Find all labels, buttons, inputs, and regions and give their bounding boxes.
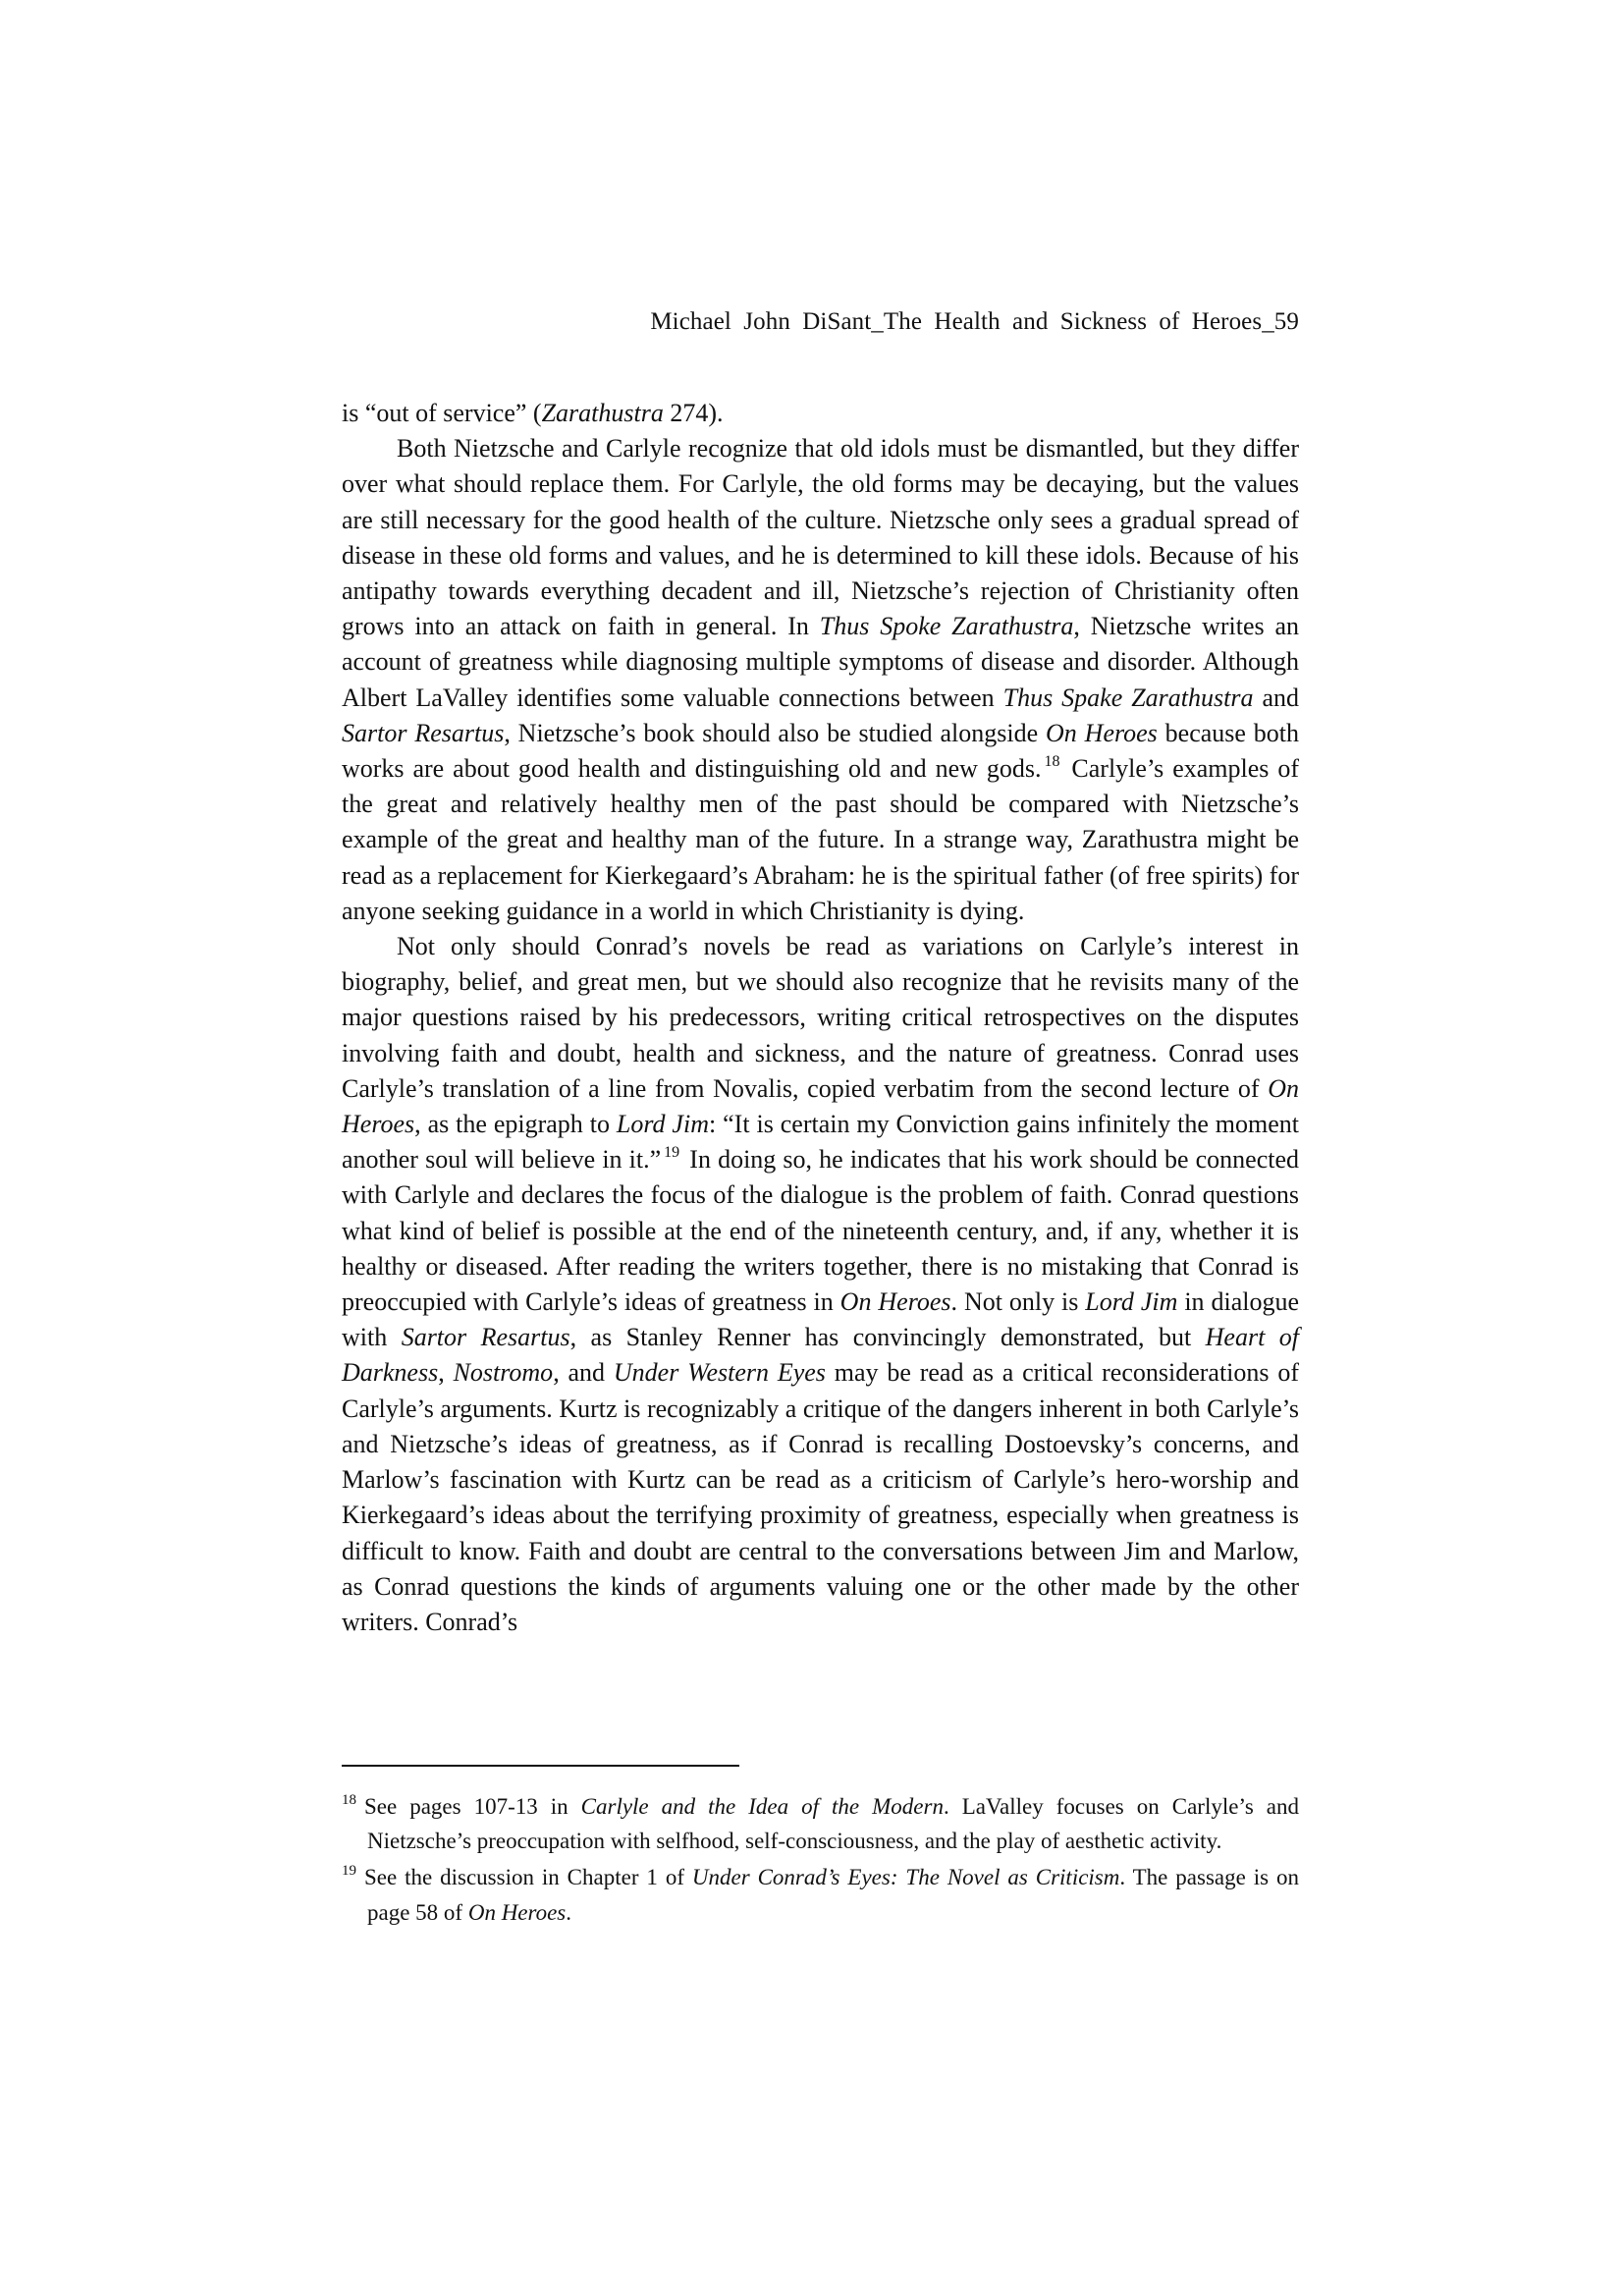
italic-title: Lord Jim [1085,1287,1178,1317]
text-span: 274). [663,399,724,427]
italic-title: On Heroes [1046,718,1158,747]
text-span: Carlyle’s examples of the great and relatively healthy men of the past should be compared with Nietzsche’s example of the great and healthy man of the future. In a strange way, Zarathustra might be read as a replacement for Kierkegaard’s Abraham: he is the spiritual father (of free spirits) for anyone seeking guidance in a world in which Christianity is dying. [342,754,1299,925]
footnote-19 [342,1860,1299,1929]
italic-title: Under Western Eyes [613,1358,826,1388]
italic-title: Thus Spoke Zarathustra [819,612,1074,641]
footnote-ref: 19 [664,1144,680,1162]
text-span: , Nietzsche writes an account of greatness while diagnosing multiple symptoms of disease and disorder. Although Albert LaValley identifies some valuable connections between [342,612,1300,712]
text-span: In doing so, he indicates that his work should be connected with Carlyle and declares the focus of the dialogue is the problem of faith. Conrad questions what kind of belief is possible at the end of the nineteenth century, and, if any, whether it is healthy or diseased. After reading the writers together, there is no mistaking that Conrad is preoccupied with Carlyle’s ideas of greatness in [342,1145,1299,1317]
italic-title: On Heroes [342,1073,1299,1139]
italic-title: On Heroes [467,1899,567,1925]
text-span: , Nietzsche’s book should also be studied alongside [504,718,1047,747]
italic-title: Thus Spake Zarathustra [1002,683,1254,712]
italic-title: Under Conrad’s Eyes: The Novel as Criticism [691,1865,1120,1890]
footnote-18 [342,1789,1299,1858]
paragraph [342,396,1299,431]
text-span: Not only should Conrad’s novels be read as variations on Carlyle’s interest in biography, belief, and great men, but we should also recognize that he revisits many of the major questions raised by his predecessors, writing critical retrospectives on the disputes involving faith and doubt, health and sickness, and the nature of greatness. Conrad uses Carlyle’s translation of a line from Novalis, copied verbatim from the second lecture of [342,932,1299,1103]
text-span: Both Nietzsche and Carlyle recognize that old idols must be dismantled, but they differ over what should replace them. For Carlyle, the old forms may be decaying, but the values are still necessary for the good health of the culture. Nietzsche only sees a gradual spread of disease in these old forms and values, and he is determined to kill these idols. Because of his antipathy towards everything decadent and ill, Nietzsche’s rejection of Christianity often grows into an attack on faith in general. In [342,434,1299,641]
text-span: . LaValley focuses on Carlyle’s and Nietzsche’s preoccupation with selfhood, self-consciousness, and the play of aesthetic activity. [367,1794,1299,1854]
text-span: . Not only is [950,1287,1086,1317]
text-span: and [1253,683,1299,712]
italic-title: On Heroes [839,1287,951,1317]
body-text [342,396,1299,1640]
italic-title: Carlyle and the Idea of the Modern [580,1794,944,1819]
footnote-number: 18 [342,1791,356,1808]
italic-title: Zarathustra [541,399,664,427]
italic-title: Sartor Resartus [401,1323,570,1352]
text-span: in dialogue with [342,1287,1299,1352]
footnote-number: 19 [342,1862,356,1879]
footnote-separator [342,1765,739,1767]
paragraph [342,929,1299,1640]
text-span: : “It is certain my Conviction gains infinitely the moment another soul will believe in it.” [342,1110,1299,1175]
italic-title: Sartor Resartus [342,718,505,747]
italic-title: Heart of Darkness [342,1323,1299,1388]
italic-title: Nostromo [453,1358,554,1388]
text-span: , and [553,1358,614,1388]
text-span: , as Stanley Renner has convincingly demonstrated, but [569,1323,1206,1352]
paragraph [342,431,1299,929]
footnote-ref: 18 [1044,752,1060,770]
text-span: See the discussion in Chapter 1 of [364,1865,692,1890]
text-span: See pages 107-13 in [364,1794,581,1819]
footnotes [342,1789,1299,1932]
text-span: because both works are about good health and distinguishing old and new gods. [342,718,1300,784]
text-span: . [566,1899,572,1925]
text-span: is “out of service” ( [342,399,542,427]
running-header: Michael John DiSant_The Health and Sickness of Heroes_59 [650,308,1299,335]
italic-title: Lord Jim [616,1110,709,1139]
text-span: may be read as a critical reconsiderations of Carlyle’s arguments. Kurtz is recognizably a critique of the dangers inherent in both Carlyle’s and Nietzsche’s ideas of greatness, as if Conrad is recalling Dostoevsky’s concerns, and Marlow’s fascination with Kurtz can be read as a criticism of Carlyle’s hero-worship and Kierkegaard’s ideas about the terrifying proximity of greatness, especially when greatness is difficult to know. Faith and doubt are central to the conversations between Jim and Marlow, as Conrad questions the kinds of arguments valuing one or the other made by the other writers. Conrad’s [342,1358,1300,1636]
text-span: . The passage is on page 58 of [367,1865,1299,1925]
text-span: , [438,1358,454,1388]
text-span: , as the epigraph to [414,1110,617,1139]
